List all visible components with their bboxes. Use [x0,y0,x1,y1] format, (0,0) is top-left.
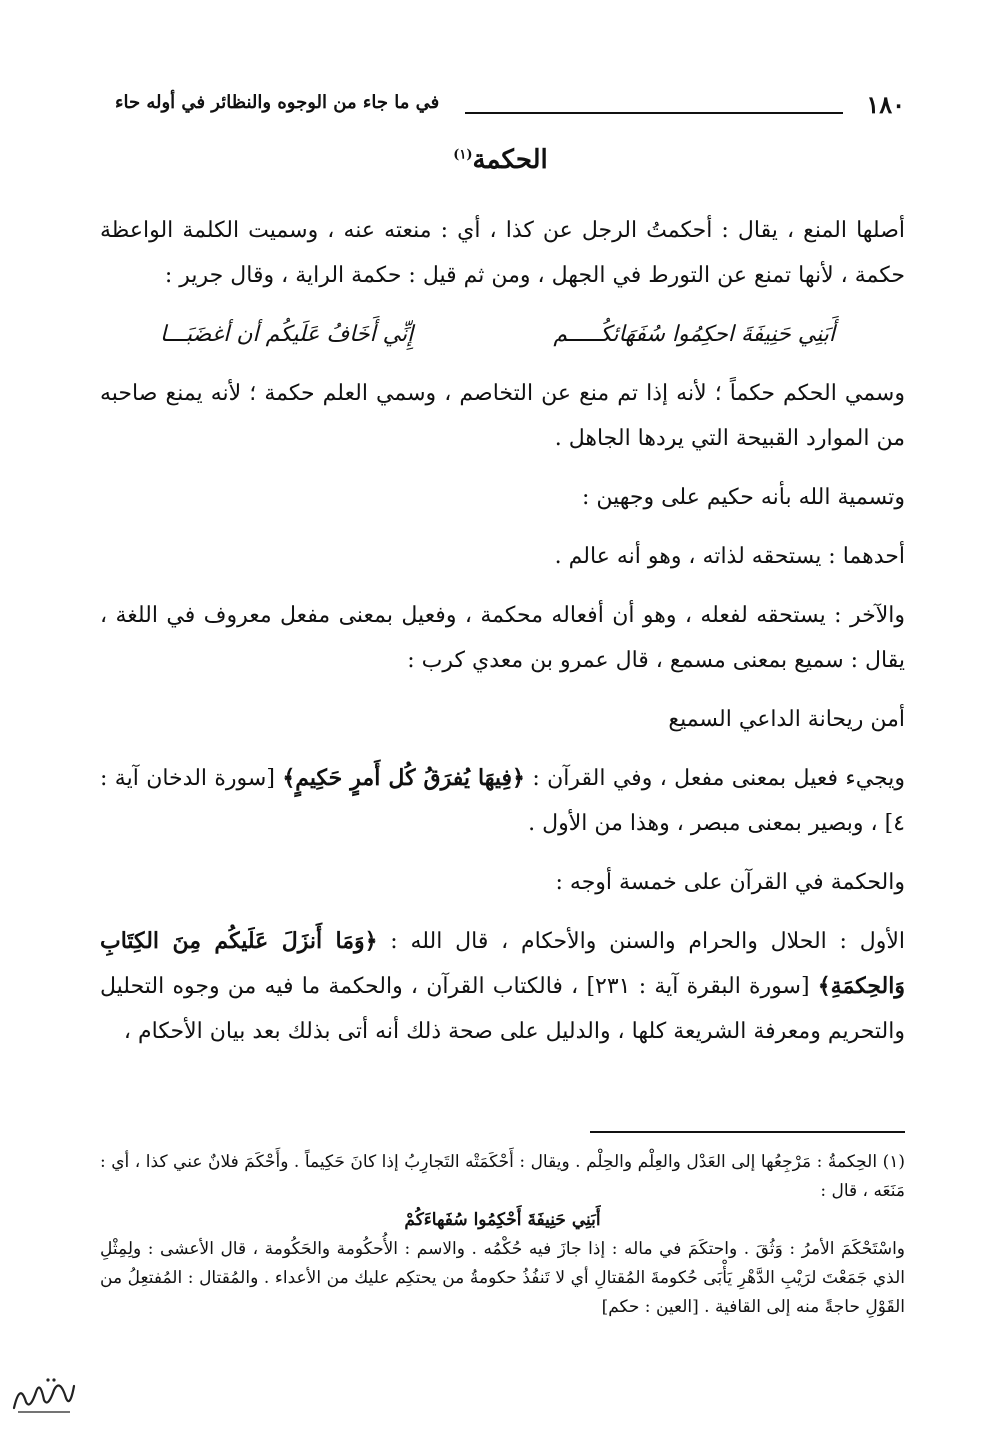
section-title-text: الحكمة [472,145,548,175]
paragraph: والحكمة في القرآن على خمسة أوجه : [555,870,905,895]
paragraph [100,919,905,1054]
footnote-reference: (١) [453,147,473,163]
footnote-text: واسْتَحْكَمَ الأمرُ : وَثُقَ . واحتكَمَ في ماله : إذا جازَ فيه حُكْمُه . والاسم : الأُحكُومة والحَكُومة ، قال الأعشى : ولِمِثْلِ الذي جَمَعْتَ لرَيْبِ الدَّهْرِ يَأْبَى حُكومةَ المُقتالِ أي لا تَنفُذُ حكومةُ من يحتكِم عليك من الأعداء . والمُقتال : المُفتعِلُ من القَوْلِ حاجةً منه إلى القافية . [العين : حكم] [100,1239,905,1317]
paragraph: أصلها المنع ، يقال : أحكمتُ الرجل عن كذا ، أي : منعته عنه ، وسميت الكلمة الواعظة حكمة ، لأنها تمنع عن التورط في الجهل ، ومن ثم قيل : حكمة الراية ، وقال جرير : [100,218,905,288]
verse-second-hemistich: إِنِّي أَخَافُ عَلَيكُم أن أغضَبَـــا [160,322,414,347]
header-rule [465,112,843,114]
section-title [0,145,1001,175]
footnote-verse: أَبَنِي حَنِيفَةَ أَحْكِمُوا سُفَهاءَكُمْ [404,1210,601,1230]
quran-quote: ﴿وَمَا أَنزَلَ عَلَيكُم مِنَ الكِتَابِ وَالحِكمَةِ﴾ [100,928,905,999]
footnote-text: (١) الحِكمةُ : مَرْجِعُها إلى العَدْل والعِلْم والحِلْم . ويقال : أَحْكَمَتْه التَجارِبُ إذا كانَ حَكِيماً . وأَحْكَمَ فلانٌ عني كذا ، أي : مَنَعَه ، قال : [100,1152,905,1201]
footnotes [100,1148,905,1322]
library-stamp-logo [8,1372,78,1416]
page-header [115,90,905,130]
verse-first-hemistich: أَبَنِي حَنِيفَةَ احكِمُوا سُفَهَائكُـــــم [553,322,835,347]
running-title: في ما جاء من الوجوه والنظائر في أوله حاء [115,92,440,113]
stamp-calligraphy-icon [8,1372,78,1416]
page-number: ١٨٠ [866,90,905,119]
main-text [100,208,905,1068]
paragraph-text: ويجيء فعيل بمعنى مفعل ، وفي القرآن : [524,766,905,791]
paragraph: أحدهما : يستحقه لذاته ، وهو أنه عالم . [554,544,905,569]
paragraph: وتسمية الله بأنه حكيم على وجهين : [581,485,905,510]
paragraph: والآخر : يستحقه لفعله ، وهو أن أفعاله محكمة ، وفعيل بمعنى مفعل معروف في اللغة ، يقال : سميع بمعنى مسمع ، قال عمرو بن معدي كرب : [100,603,905,673]
paragraph-text: [سورة البقرة آية : ٢٣١] ، فالكتاب القرآن ، والحكمة ما فيه من وجوه التحليل والتحريم ومعرفة الشريعة كلها ، والدليل على صحة ذلك أنه أتى بذلك بعد بيان الأحكام ، [100,974,905,1044]
paragraph-text: الأول : الحلال والحرام والسنن والأحكام ، قال الله : [377,929,905,954]
quran-quote: ﴿فِيهَا يُفرَقُ كُل أَمرٍ حَكِيمٍ﴾ [282,765,525,791]
paragraph: وسمي الحكم حكماً ؛ لأنه إذا تم منع عن التخاصم ، وسمي العلم حكمة ؛ لأنه يمنع صاحبه من الموارد القبيحة التي يردها الجاهل . [100,381,905,451]
paragraph [100,756,905,846]
footnote-rule [590,1131,905,1133]
paragraph-text: [سورة الدخان آية : ٤] ، وبصير بمعنى مبصر ، وهذا من الأول . [100,766,905,836]
poetry-verse [100,312,905,357]
poetry-line: أمن ريحانة الداعي السميع [668,707,905,732]
